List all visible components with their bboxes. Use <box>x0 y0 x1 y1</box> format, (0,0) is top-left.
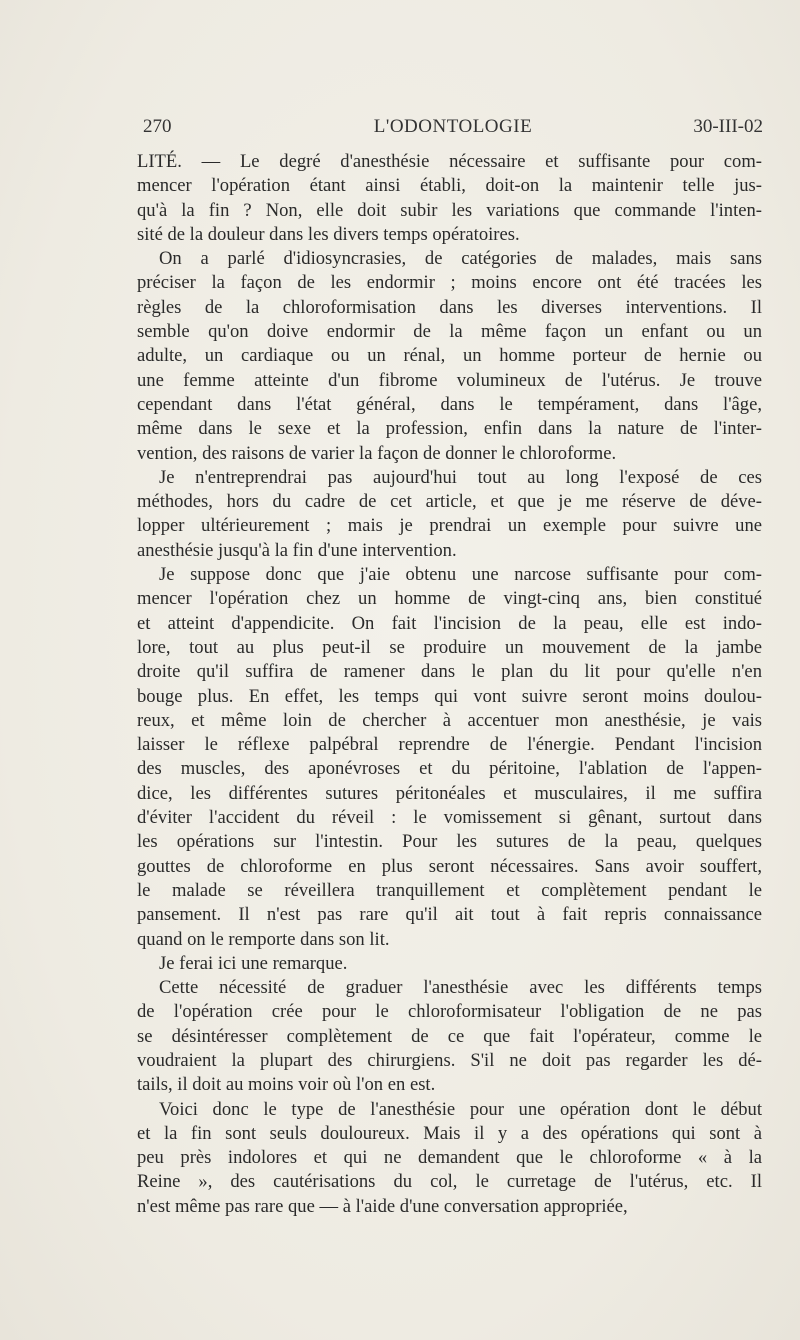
paragraph <box>137 952 762 976</box>
text-line: adulte, un cardiaque ou un rénal, un homme porteur de hernie ou <box>137 345 762 367</box>
text-line: gouttes de chloroforme en plus seront nécessaires. Sans avoir souffert, <box>137 855 762 877</box>
text-line: anesthésie jusqu'à la fin d'une intervention. <box>137 539 457 561</box>
text-line: de l'opération crée pour le chloroformisateur l'obligation de ne pas <box>137 1001 762 1023</box>
text-line: On a parlé d'idiosyncrasies, de catégories de malades, mais sans <box>159 248 762 270</box>
text-line: Cette nécessité de graduer l'anesthésie avec les différents temps <box>159 977 762 999</box>
text-line: LITÉ. — Le degré d'anesthésie nécessaire et suffisante pour com- <box>137 151 762 172</box>
text-line: semble qu'on doive endormir de la même façon un enfant ou un <box>137 321 762 343</box>
text-line: préciser la façon de les endormir ; moins encore ont été tracées les <box>137 272 762 294</box>
text-line: Voici donc le type de l'anesthésie pour une opération dont le début <box>159 1098 762 1120</box>
paragraph <box>137 150 762 247</box>
text-line: même dans le sexe et la profession, enfin dans la nature de l'inter- <box>137 418 762 440</box>
text-line: pansement. Il n'est pas rare qu'il ait tout à fait repris connaissance <box>137 904 762 926</box>
text-line: lopper ultérieurement ; mais je prendrai un exemple pour suivre une <box>137 515 762 537</box>
text-line: laisser le réflexe palpébral reprendre de l'énergie. Pendant l'incision <box>137 734 762 756</box>
text-line: lore, tout au plus peut-il se produire un mouvement de la jambe <box>137 636 762 658</box>
text-line: règles de la chloroformisation dans les diverses interventions. Il <box>137 296 762 318</box>
issue-date: 30-III-02 <box>693 116 763 137</box>
running-header <box>143 116 763 144</box>
text-line: dice, les différentes sutures péritonéales et musculaires, il me suffira <box>137 782 762 804</box>
paragraph <box>137 466 762 563</box>
text-line: le malade se réveillera tranquillement et complètement pendant le <box>137 879 762 901</box>
text-line: se désintéresser complètement de ce que fait l'opérateur, comme le <box>137 1025 762 1047</box>
text-line: et la fin sont seuls douloureux. Mais il y a des opérations qui sont à <box>137 1122 762 1144</box>
text-line: quand on le remporte dans son lit. <box>137 928 390 950</box>
text-line: cependant dans l'état général, dans le tempérament, dans l'âge, <box>137 393 762 415</box>
text-line: droite qu'il suffira de ramener dans le plan du lit pour qu'elle n'en <box>137 661 762 683</box>
text-line: une femme atteinte d'un fibrome volumineux de l'utérus. Je trouve <box>137 369 762 391</box>
paragraph <box>137 1098 762 1219</box>
page-number: 270 <box>143 116 172 137</box>
text-line: Je n'entreprendrai pas aujourd'hui tout au long l'exposé de ces <box>159 466 762 488</box>
text-line: et atteint d'appendicite. On fait l'incision de la peau, elle est indo- <box>137 612 762 634</box>
text-line: sité de la douleur dans les divers temps opératoires. <box>137 223 520 245</box>
text-line: voudraient la plupart des chirurgiens. S'il ne doit pas regarder les dé- <box>137 1049 762 1071</box>
text-line: peu près indolores et qui ne demandent que le chloroforme « à la <box>137 1147 762 1169</box>
text-line: tails, il doit au moins voir où l'on en est. <box>137 1074 436 1096</box>
journal-title: L'ODONTOLOGIE <box>373 116 533 137</box>
text-line: méthodes, hors du cadre de cet article, et que je me réserve de déve- <box>137 491 762 513</box>
text-line: Je suppose donc que j'aie obtenu une narcose suffisante pour com- <box>159 564 762 586</box>
paragraph <box>137 976 762 1097</box>
text-line: mencer l'opération chez un homme de vingt-cinq ans, bien constitué <box>137 588 762 610</box>
text-line: des muscles, des aponévroses et du péritoine, l'ablation de l'appen- <box>137 758 762 780</box>
text-line: d'éviter l'accident du réveil : le vomissement si gênant, surtout dans <box>137 807 762 829</box>
body-text <box>137 150 762 1219</box>
text-line: Reine », des cautérisations du col, le curretage de l'utérus, etc. Il <box>137 1171 762 1193</box>
text-line: Je ferai ici une remarque. <box>159 952 348 974</box>
text-line: reux, et même loin de chercher à accentuer mon anesthésie, je vais <box>137 709 762 731</box>
text-line: mencer l'opération étant ainsi établi, doit-on la maintenir telle jus- <box>137 175 762 197</box>
paragraph <box>137 563 762 952</box>
paragraph <box>137 247 762 466</box>
text-line: n'est même pas rare que — à l'aide d'une conversation appropriée, <box>137 1195 628 1217</box>
text-line: les opérations sur l'intestin. Pour les sutures de la peau, quelques <box>137 831 762 853</box>
text-line: vention, des raisons de varier la façon de donner le chloroforme. <box>137 442 617 464</box>
text-line: qu'à la fin ? Non, elle doit subir les variations que commande l'inten- <box>137 199 762 221</box>
text-line: bouge plus. En effet, les temps qui vont suivre seront moins doulou- <box>137 685 762 707</box>
